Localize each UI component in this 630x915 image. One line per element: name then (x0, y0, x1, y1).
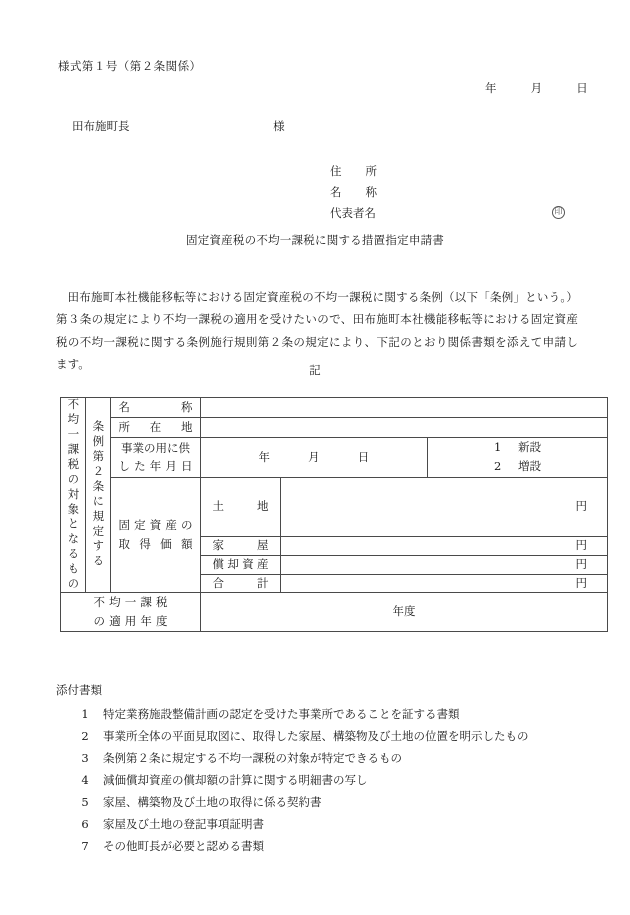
seal-icon: 印 (552, 206, 565, 219)
application-table (60, 397, 608, 632)
table-row-business-use-date (61, 437, 608, 477)
ki-marker: 記 (309, 363, 321, 377)
field-depreciable-assets-amount[interactable]: 円 (281, 555, 608, 574)
list-item: 7 その他町長が必要と認める書類 (81, 839, 264, 854)
table-row-location (61, 417, 608, 437)
row-label-fiscal-year: 不均一課税 の適用年度 (61, 593, 201, 632)
applicant-representative-label: 代表者名 (330, 206, 376, 220)
list-item: 6 家屋及び土地の登記事項証明書 (81, 817, 264, 832)
attachment-text: その他町長が必要と認める書類 (103, 839, 264, 854)
attachment-text: 特定業務施設整備計画の認定を受けた事業所であることを証する書類 (103, 706, 460, 721)
date-line (485, 80, 588, 98)
row-label-location: 所在地 (111, 417, 201, 437)
row-label-business-use-date: 事業の用に供 した年月日 (111, 437, 201, 477)
body-paragraph-text: 田布施町本社機能移転等における固定資産税の不均一課税に関する条例（以下「条例」という。）第３条の規定により不均一課税の適用を受けたいので、田布施町本社機能移転等における固定資産税の不均一課税に関する条例施行規則第２条の規定により、下記のとおり関係書類を添えて申請します。 (56, 290, 578, 372)
date-month-label: 月 (530, 81, 543, 95)
field-name-value[interactable] (201, 398, 608, 418)
form-number: 様式第１号（第２条関係） (58, 59, 202, 73)
attachment-text: 家屋及び土地の登記事項証明書 (103, 817, 264, 832)
list-item: 5 家屋、構築物及び土地の取得に係る契約書 (81, 795, 322, 810)
applicant-name-row (330, 184, 580, 205)
field-business-use-date[interactable] (201, 437, 428, 477)
date-day-label: 日 (357, 449, 370, 464)
field-location-value[interactable] (201, 417, 608, 437)
list-item: 1 特定業務施設整備計画の認定を受けた事業所であることを証する書類 (81, 706, 460, 721)
date-day-label: 日 (576, 81, 588, 95)
table-row-name (61, 398, 608, 418)
list-item: 4 減価償却資産の償却額の計算に関する明細書の写し (81, 773, 368, 788)
date-year-label: 年 (485, 81, 497, 95)
attachment-text: 条例第２条に規定する不均一課税の対象が特定できるもの (103, 750, 402, 765)
field-fiscal-year-value[interactable]: 年度 (201, 593, 608, 632)
applicant-address-label: 住 所 (330, 164, 377, 178)
field-land-amount[interactable]: 円 (281, 478, 608, 537)
attachments-list (56, 703, 596, 858)
row-label-acquisition-price: 固定資産の 取得価額 (111, 478, 201, 593)
list-item: 3 条例第２条に規定する不均一課税の対象が特定できるもの (81, 750, 402, 765)
option-expansion[interactable]: 2 増設 (494, 459, 541, 474)
table-row-land (61, 478, 608, 537)
side-label-inner: 条例第２条に規定する (86, 398, 111, 593)
side-label-outer: 不均一課税の対象となるもの (61, 398, 86, 593)
option-new-construction[interactable]: 1 新設 (494, 439, 541, 454)
date-month-label: 月 (308, 449, 320, 464)
applicant-name-label: 名 称 (330, 185, 377, 199)
attachments-title: 添付書類 (56, 683, 102, 697)
applicant-address-row (330, 163, 580, 184)
addressee-honorific: 様 (273, 119, 285, 133)
addressee-name: 田布施町長 (72, 119, 130, 133)
applicant-representative-row (330, 205, 580, 226)
row-label-name: 名称 (111, 398, 201, 418)
sub-label-depreciable-assets: 償却資産 (201, 555, 281, 574)
field-total-amount[interactable]: 円 (281, 574, 608, 593)
page-title: 固定資産税の不均一課税に関する措置指定申請書 (185, 233, 445, 247)
construction-type-options (428, 437, 608, 477)
addressee (72, 118, 285, 136)
sub-label-total: 合計 (201, 574, 281, 593)
attachment-text: 事業所全体の平面見取図に、取得した家屋、構築物及び土地の位置を明示したもの (103, 728, 529, 743)
field-building-amount[interactable]: 円 (281, 536, 608, 555)
date-year-label: 年 (258, 449, 271, 464)
attachment-text: 家屋、構築物及び土地の取得に係る契約書 (103, 795, 322, 810)
attachment-text: 減価償却資産の償却額の計算に関する明細書の写し (103, 773, 368, 788)
sub-label-land: 土地 (201, 478, 281, 537)
sub-label-building: 家屋 (201, 536, 281, 555)
applicant-block (330, 163, 580, 226)
list-item: 2 事業所全体の平面見取図に、取得した家屋、構築物及び土地の位置を明示したもの (81, 728, 529, 743)
attachments-section (56, 682, 596, 857)
table-row-fiscal-year (61, 593, 608, 632)
